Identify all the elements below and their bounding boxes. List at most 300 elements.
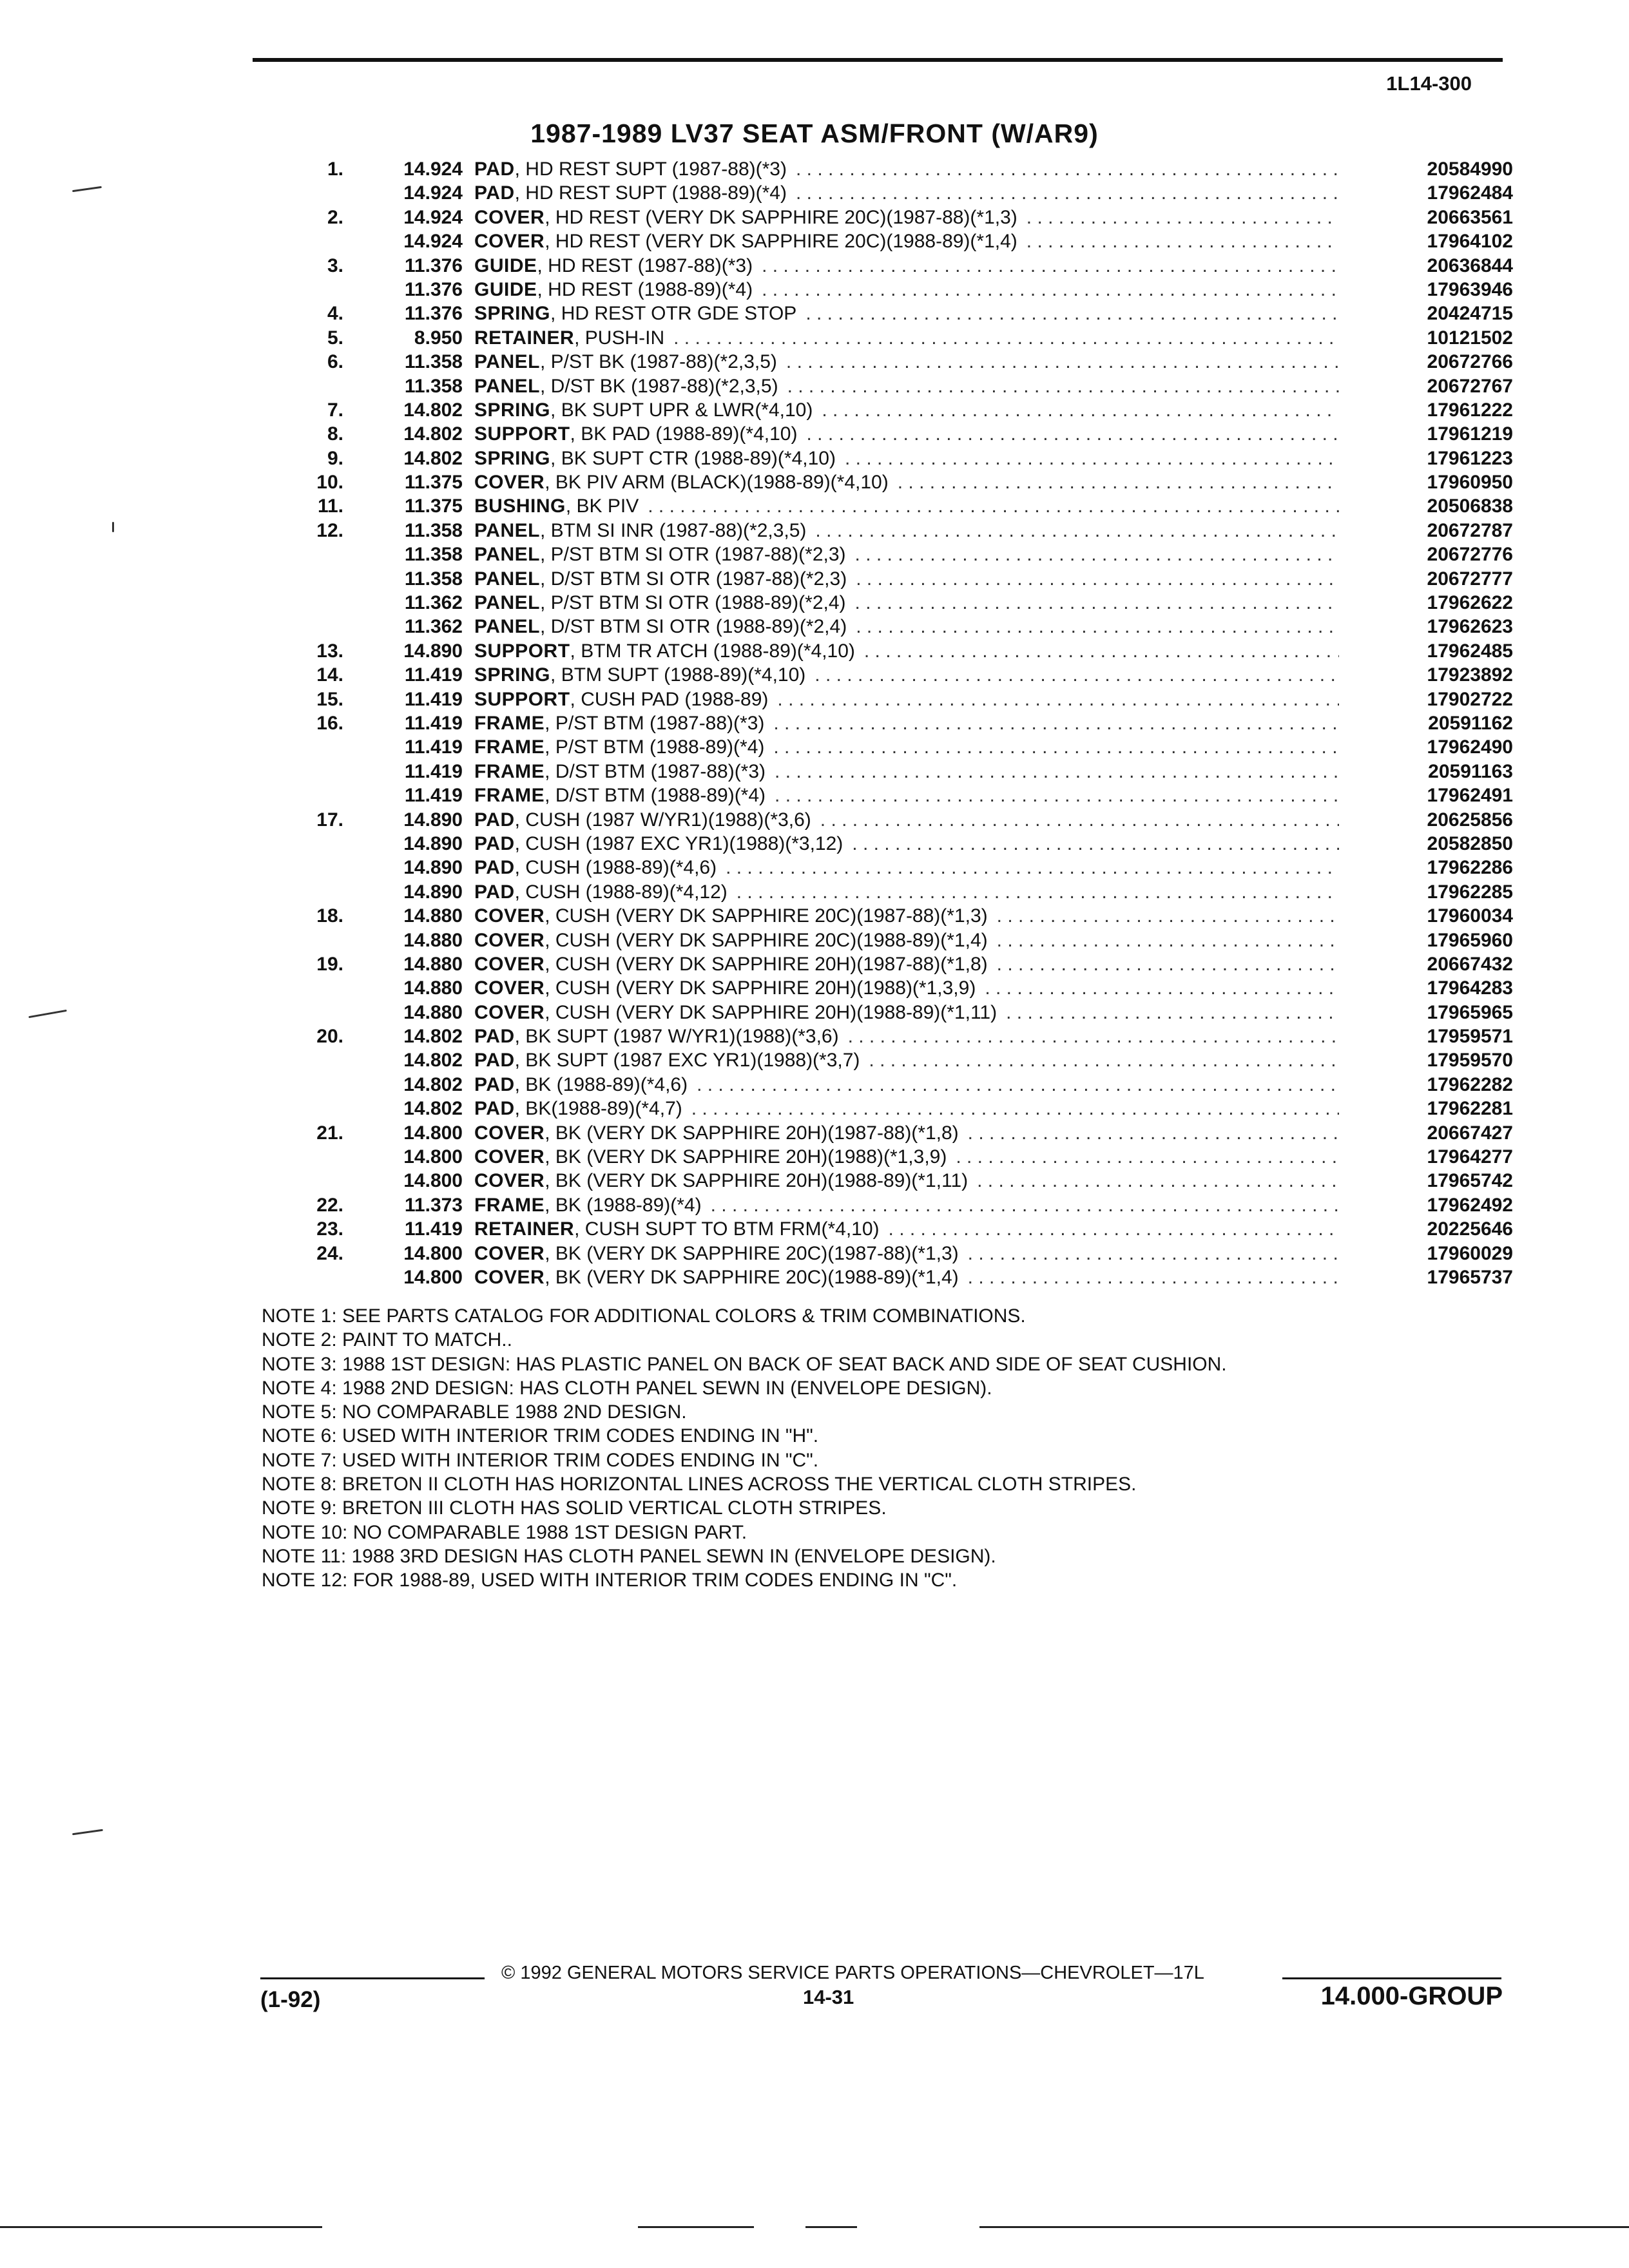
dot-leader xyxy=(726,856,1339,879)
part-number: 17963946 xyxy=(1427,278,1513,300)
part-description xyxy=(474,398,1339,422)
group-number: 14.890 xyxy=(403,857,463,879)
part-detail: , BK PIV ARM (BLACK)(1988-89)(*4,10) xyxy=(545,472,889,494)
dot-leader xyxy=(968,1242,1339,1265)
group-number: 11.376 xyxy=(404,303,463,325)
group-number: 14.800 xyxy=(403,1146,463,1168)
part-description xyxy=(474,639,1339,663)
group-number: 11.419 xyxy=(404,736,463,758)
dot-leader xyxy=(691,1097,1339,1120)
note-line: NOTE 7: USED WITH INTERIOR TRIM CODES ENDING IN "C". xyxy=(262,1449,819,1471)
part-row xyxy=(284,808,1513,832)
dot-leader xyxy=(848,1024,1339,1048)
part-number: 20672777 xyxy=(1427,568,1513,590)
group-number: 14.880 xyxy=(403,1001,463,1023)
part-detail: , P/ST BTM SI OTR (1988-89)(*2,4) xyxy=(539,592,846,614)
item-number: 11. xyxy=(317,495,343,517)
part-row xyxy=(284,663,1513,687)
part-detail: , CUSH (1988-89)(*4,12) xyxy=(514,881,728,903)
group-number: 14.924 xyxy=(403,231,463,253)
part-detail: , BK SUPT (1987 EXC YR1)(1988)(*3,7) xyxy=(514,1050,860,1072)
part-name: PANEL xyxy=(474,592,540,614)
dot-leader xyxy=(822,398,1339,422)
part-number: 17962286 xyxy=(1427,857,1513,879)
part-detail: , D/ST BTM (1987-88)(*3) xyxy=(545,760,766,782)
group-number: 11.376 xyxy=(404,255,463,276)
group-number: 14.802 xyxy=(403,423,463,445)
part-description xyxy=(474,832,1339,856)
parts-list xyxy=(284,157,1513,1289)
part-row xyxy=(284,157,1513,181)
dot-leader xyxy=(775,783,1339,807)
part-description xyxy=(474,422,1339,446)
dot-leader xyxy=(737,880,1339,904)
part-row xyxy=(284,832,1513,856)
part-name: FRAME xyxy=(474,760,545,782)
part-row xyxy=(284,1024,1513,1048)
part-number: 20584990 xyxy=(1427,159,1513,180)
part-row xyxy=(284,639,1513,663)
part-description xyxy=(474,181,1339,205)
part-description xyxy=(474,783,1339,807)
page-code: 1L14-300 xyxy=(1386,72,1472,95)
part-number: 17962285 xyxy=(1427,881,1513,903)
part-description xyxy=(474,1145,1339,1169)
part-row xyxy=(284,856,1513,879)
item-number: 12. xyxy=(316,519,343,541)
group-number: 14.924 xyxy=(403,159,463,180)
part-row xyxy=(284,928,1513,952)
dot-leader xyxy=(796,181,1339,205)
part-number: 20591162 xyxy=(1428,712,1513,734)
scan-speck xyxy=(112,522,114,532)
part-row xyxy=(284,229,1513,253)
dot-leader xyxy=(796,157,1339,181)
dot-leader xyxy=(711,1193,1339,1217)
part-description xyxy=(474,229,1339,253)
group-number: 14.800 xyxy=(403,1266,463,1288)
part-row xyxy=(284,1048,1513,1072)
part-row xyxy=(284,1193,1513,1217)
group-number: 14.802 xyxy=(403,1026,463,1048)
part-description xyxy=(474,1048,1339,1072)
part-number: 17960034 xyxy=(1427,905,1513,927)
part-number: 17964277 xyxy=(1427,1146,1513,1168)
dot-leader xyxy=(773,711,1339,735)
part-description xyxy=(474,976,1339,1000)
revision-date: (1-92) xyxy=(260,1987,321,2012)
part-row xyxy=(284,326,1513,350)
part-name: PAD xyxy=(474,809,515,831)
group-number: 11.358 xyxy=(404,568,463,590)
part-number: 17959570 xyxy=(1427,1050,1513,1072)
part-detail: , P/ST BK (1987-88)(*2,3,5) xyxy=(539,351,777,373)
notes-list xyxy=(262,1304,1486,1593)
part-number: 20667432 xyxy=(1427,953,1513,975)
group-number: 14.800 xyxy=(403,1242,463,1264)
part-description xyxy=(474,1073,1339,1097)
part-name: SPRING xyxy=(474,399,551,421)
group-number: 14.800 xyxy=(403,1122,463,1144)
part-name: PANEL xyxy=(474,544,540,566)
part-description xyxy=(474,567,1339,591)
group-number: 14.802 xyxy=(403,1050,463,1072)
dot-leader xyxy=(1027,229,1339,253)
part-number: 20667427 xyxy=(1427,1122,1513,1144)
part-row xyxy=(284,543,1513,566)
dot-leader xyxy=(997,904,1339,928)
part-description xyxy=(474,470,1339,494)
dot-leader xyxy=(845,447,1339,470)
scan-edge-line xyxy=(805,2226,857,2228)
item-number: 10. xyxy=(316,472,343,494)
dot-leader xyxy=(806,422,1339,446)
dot-leader xyxy=(856,567,1339,591)
part-name: RETAINER xyxy=(474,327,575,349)
note-line: NOTE 5: NO COMPARABLE 1988 2ND DESIGN. xyxy=(262,1401,687,1423)
part-detail: , BK SUPT (1987 W/YR1)(1988)(*3,6) xyxy=(514,1026,839,1048)
part-number: 17962623 xyxy=(1427,616,1513,638)
part-name: FRAME xyxy=(474,736,545,758)
part-description xyxy=(474,880,1339,904)
part-name: PANEL xyxy=(474,375,540,397)
group-number: 11.419 xyxy=(404,712,463,734)
dot-leader xyxy=(673,326,1339,350)
part-name: BUSHING xyxy=(474,495,566,517)
part-row xyxy=(284,302,1513,325)
part-detail: , HD REST (VERY DK SAPPHIRE 20C)(1988-89)(*1,4) xyxy=(545,231,1017,253)
group-number: 11.373 xyxy=(404,1194,463,1216)
part-detail: , BTM SI INR (1987-88)(*2,3,5) xyxy=(539,519,807,541)
group-number: 14.880 xyxy=(403,929,463,951)
group-number: 11.376 xyxy=(404,278,463,300)
part-name: PAD xyxy=(474,182,515,204)
part-number: 17962491 xyxy=(1427,785,1513,807)
part-name: PAD xyxy=(474,857,515,879)
part-detail: , CUSH (1987 W/YR1)(1988)(*3,6) xyxy=(514,809,811,831)
group-label: 14.000-GROUP xyxy=(1320,1982,1503,2010)
part-name: PAD xyxy=(474,1050,515,1072)
item-number: 24. xyxy=(316,1242,343,1264)
copyright: © 1992 GENERAL MOTORS SERVICE PARTS OPERATIONS—CHEVROLET—17L xyxy=(501,1963,1204,1983)
part-number: 20582850 xyxy=(1427,832,1513,854)
part-row xyxy=(284,1001,1513,1024)
part-number: 17961222 xyxy=(1427,399,1513,421)
part-name: PANEL xyxy=(474,519,540,541)
part-number: 17962484 xyxy=(1427,182,1513,204)
part-row xyxy=(284,615,1513,639)
item-number: 23. xyxy=(316,1218,343,1240)
dot-leader xyxy=(775,760,1339,783)
part-row xyxy=(284,880,1513,904)
part-name: COVER xyxy=(474,1170,545,1192)
part-row xyxy=(284,519,1513,543)
dot-leader xyxy=(762,254,1339,278)
group-number: 11.358 xyxy=(404,519,463,541)
part-description xyxy=(474,591,1339,615)
part-description xyxy=(474,519,1339,543)
group-number: 14.890 xyxy=(403,881,463,903)
part-row xyxy=(284,711,1513,735)
dot-leader xyxy=(815,663,1339,687)
item-number: 8. xyxy=(327,423,343,445)
note-line: NOTE 10: NO COMPARABLE 1988 1ST DESIGN PART. xyxy=(262,1521,747,1543)
part-detail: , BK PIV xyxy=(565,495,639,517)
group-number: 14.802 xyxy=(403,447,463,469)
dot-leader xyxy=(997,928,1339,952)
page-title: 1987-1989 LV37 SEAT ASM/FRONT (W/AR9) xyxy=(530,119,1099,148)
group-number: 14.924 xyxy=(403,206,463,228)
part-detail: , BK(1988-89)(*4,7) xyxy=(514,1098,682,1120)
part-name: PAD xyxy=(474,881,515,903)
group-number: 14.802 xyxy=(403,1098,463,1120)
part-row xyxy=(284,591,1513,615)
part-detail: , D/ST BTM (1988-89)(*4) xyxy=(545,785,766,807)
dot-leader xyxy=(786,350,1339,374)
part-row xyxy=(284,1121,1513,1145)
part-detail: , BK PAD (1988-89)(*4,10) xyxy=(570,423,798,445)
punch-mark xyxy=(28,1010,67,1018)
part-description xyxy=(474,711,1339,735)
part-description xyxy=(474,687,1339,711)
dot-leader xyxy=(648,494,1339,518)
note-line: NOTE 8: BRETON II CLOTH HAS HORIZONTAL LINES ACROSS THE VERTICAL CLOTH STRIPES. xyxy=(262,1474,1137,1495)
part-number: 20672766 xyxy=(1427,351,1513,373)
group-number: 14.924 xyxy=(403,182,463,204)
part-detail: , CUSH (VERY DK SAPPHIRE 20C)(1987-88)(*1,3) xyxy=(545,905,988,927)
part-name: COVER xyxy=(474,953,545,975)
part-name: COVER xyxy=(474,231,545,253)
part-number: 20225646 xyxy=(1427,1218,1513,1240)
part-name: FRAME xyxy=(474,785,545,807)
dot-leader xyxy=(869,1048,1339,1072)
part-row xyxy=(284,760,1513,783)
dot-leader xyxy=(820,808,1339,832)
part-name: SUPPORT xyxy=(474,640,570,662)
part-row xyxy=(284,1169,1513,1193)
part-name: PAD xyxy=(474,832,515,854)
dot-leader xyxy=(898,470,1339,494)
part-name: PAD xyxy=(474,1098,515,1120)
item-number: 17. xyxy=(316,809,343,831)
part-number: 17964283 xyxy=(1427,977,1513,999)
part-detail: , BK SUPT UPR & LWR(*4,10) xyxy=(550,399,813,421)
part-detail: , BK (1988-89)(*4) xyxy=(545,1194,702,1216)
group-number: 14.880 xyxy=(403,953,463,975)
group-number: 11.358 xyxy=(404,375,463,397)
part-name: SUPPORT xyxy=(474,423,570,445)
part-description xyxy=(474,278,1339,302)
part-description xyxy=(474,254,1339,278)
part-detail: , HD REST (1988-89)(*4) xyxy=(537,278,753,300)
group-number: 11.419 xyxy=(404,688,463,710)
dot-leader xyxy=(773,735,1339,759)
part-number: 17960029 xyxy=(1427,1242,1513,1264)
punch-mark xyxy=(72,186,102,192)
part-name: PANEL xyxy=(474,616,540,638)
part-description xyxy=(474,374,1339,398)
part-detail: , CUSH (VERY DK SAPPHIRE 20H)(1987-88)(*1,8) xyxy=(545,953,988,975)
part-name: COVER xyxy=(474,929,545,951)
part-row xyxy=(284,735,1513,759)
group-number: 8.950 xyxy=(414,327,463,349)
part-row xyxy=(284,447,1513,470)
dot-leader xyxy=(852,832,1339,856)
dot-leader xyxy=(762,278,1339,302)
part-number: 17962492 xyxy=(1427,1194,1513,1216)
part-row xyxy=(284,952,1513,976)
part-number: 20636844 xyxy=(1427,255,1513,276)
part-number: 20672787 xyxy=(1427,519,1513,541)
note-line: NOTE 1: SEE PARTS CATALOG FOR ADDITIONAL COLORS & TRIM COMBINATIONS. xyxy=(262,1305,1026,1327)
header-rule xyxy=(253,58,1503,62)
item-number: 3. xyxy=(327,255,343,276)
part-detail: , CUSH (VERY DK SAPPHIRE 20H)(1988)(*1,3,9) xyxy=(545,977,976,999)
part-description xyxy=(474,1121,1339,1145)
part-detail: , BK (1988-89)(*4,6) xyxy=(514,1073,688,1095)
part-detail: , P/ST BTM SI OTR (1987-88)(*2,3) xyxy=(539,544,846,566)
part-number: 20506838 xyxy=(1427,495,1513,517)
part-description xyxy=(474,1193,1339,1217)
note-line: NOTE 9: BRETON III CLOTH HAS SOLID VERTICAL CLOTH STRIPES. xyxy=(262,1497,887,1519)
dot-leader xyxy=(985,976,1339,1000)
part-description xyxy=(474,1169,1339,1193)
part-name: PANEL xyxy=(474,351,540,373)
note-line: NOTE 11: 1988 3RD DESIGN HAS CLOTH PANEL SEWN IN (ENVELOPE DESIGN). xyxy=(262,1545,996,1567)
dot-leader xyxy=(855,591,1339,615)
group-number: 11.362 xyxy=(404,616,463,638)
part-number: 17961219 xyxy=(1427,423,1513,445)
part-detail: , CUSH SUPT TO BTM FRM(*4,10) xyxy=(574,1218,880,1240)
scan-edge-line xyxy=(979,2226,1629,2228)
part-name: SPRING xyxy=(474,664,551,686)
group-number: 14.880 xyxy=(403,905,463,927)
group-number: 11.419 xyxy=(404,664,463,686)
part-row xyxy=(284,181,1513,205)
part-detail: , CUSH (1987 EXC YR1)(1988)(*3,12) xyxy=(514,832,843,854)
part-description xyxy=(474,904,1339,928)
group-number: 14.800 xyxy=(403,1170,463,1192)
part-row xyxy=(284,494,1513,518)
part-row xyxy=(284,976,1513,1000)
part-description xyxy=(474,543,1339,566)
part-number: 17965965 xyxy=(1427,1001,1513,1023)
group-number: 14.802 xyxy=(403,1073,463,1095)
part-name: PAD xyxy=(474,1026,515,1048)
footer-rule-left xyxy=(260,1977,485,1979)
group-number: 11.362 xyxy=(404,592,463,614)
part-name: GUIDE xyxy=(474,278,537,300)
dot-leader xyxy=(1027,206,1339,229)
item-number: 5. xyxy=(327,327,343,349)
group-number: 14.880 xyxy=(403,977,463,999)
part-detail: , BK (VERY DK SAPPHIRE 20H)(1988)(*1,3,9) xyxy=(545,1146,947,1168)
dot-leader xyxy=(977,1169,1339,1193)
part-detail: , BK (VERY DK SAPPHIRE 20C)(1987-88)(*1,3) xyxy=(545,1242,959,1264)
part-name: COVER xyxy=(474,1122,545,1144)
part-name: COVER xyxy=(474,1266,545,1288)
part-number: 20424715 xyxy=(1427,303,1513,325)
part-row xyxy=(284,904,1513,928)
part-row xyxy=(284,254,1513,278)
group-number: 11.419 xyxy=(404,760,463,782)
part-detail: , CUSH (VERY DK SAPPHIRE 20C)(1988-89)(*1,4) xyxy=(545,929,988,951)
note-line: NOTE 2: PAINT TO MATCH.. xyxy=(262,1329,512,1351)
item-number: 16. xyxy=(316,712,343,734)
group-number: 14.802 xyxy=(403,399,463,421)
part-detail: , P/ST BTM (1987-88)(*3) xyxy=(545,712,765,734)
scan-edge-line xyxy=(638,2226,754,2228)
part-name: PAD xyxy=(474,1073,515,1095)
dot-leader xyxy=(864,639,1339,663)
part-description xyxy=(474,856,1339,879)
dot-leader xyxy=(956,1145,1339,1169)
part-name: COVER xyxy=(474,206,545,228)
group-number: 11.419 xyxy=(404,785,463,807)
part-description xyxy=(474,447,1339,470)
part-row xyxy=(284,374,1513,398)
part-number: 20672767 xyxy=(1427,375,1513,397)
dot-leader xyxy=(889,1217,1339,1241)
part-detail: , CUSH PAD (1988-89) xyxy=(570,688,769,710)
part-detail: , BK SUPT CTR (1988-89)(*4,10) xyxy=(550,447,836,469)
page-number: 14-31 xyxy=(803,1986,854,2008)
part-row xyxy=(284,1242,1513,1265)
part-row xyxy=(284,567,1513,591)
part-row xyxy=(284,470,1513,494)
group-number: 14.890 xyxy=(403,832,463,854)
dot-leader xyxy=(777,687,1339,711)
part-number: 20625856 xyxy=(1427,809,1513,831)
part-detail: , HD REST SUPT (1988-89)(*4) xyxy=(514,182,787,204)
part-name: COVER xyxy=(474,905,545,927)
part-row xyxy=(284,398,1513,422)
item-number: 22. xyxy=(316,1194,343,1216)
dot-leader xyxy=(855,543,1339,566)
part-description xyxy=(474,302,1339,325)
part-description xyxy=(474,760,1339,783)
part-number: 17965742 xyxy=(1427,1170,1513,1192)
part-description xyxy=(474,1001,1339,1024)
part-row xyxy=(284,1097,1513,1120)
part-detail: , BK (VERY DK SAPPHIRE 20H)(1988-89)(*1,11) xyxy=(545,1170,969,1192)
item-number: 9. xyxy=(327,447,343,469)
part-name: FRAME xyxy=(474,1194,545,1216)
group-number: 11.375 xyxy=(404,472,463,494)
item-number: 15. xyxy=(316,688,343,710)
item-number: 6. xyxy=(327,351,343,373)
part-number: 10121502 xyxy=(1427,327,1513,349)
part-number: 20672776 xyxy=(1427,544,1513,566)
item-number: 1. xyxy=(327,159,343,180)
note-line: NOTE 3: 1988 1ST DESIGN: HAS PLASTIC PANEL ON BACK OF SEAT BACK AND SIDE OF SEAT CUSHION. xyxy=(262,1353,1227,1375)
item-number: 18. xyxy=(316,905,343,927)
group-number: 11.358 xyxy=(404,544,463,566)
part-name: PANEL xyxy=(474,568,540,590)
part-detail: , HD REST (1987-88)(*3) xyxy=(537,255,753,276)
item-number: 13. xyxy=(316,640,343,662)
part-name: COVER xyxy=(474,1001,545,1023)
part-detail: , CUSH (VERY DK SAPPHIRE 20H)(1988-89)(*1,11) xyxy=(545,1001,998,1023)
part-description xyxy=(474,326,1339,350)
part-name: SPRING xyxy=(474,303,551,325)
part-row xyxy=(284,1073,1513,1097)
group-number: 11.358 xyxy=(404,351,463,373)
item-number: 4. xyxy=(327,303,343,325)
part-description xyxy=(474,1217,1339,1241)
dot-leader xyxy=(787,374,1339,398)
part-number: 17960950 xyxy=(1427,472,1513,494)
